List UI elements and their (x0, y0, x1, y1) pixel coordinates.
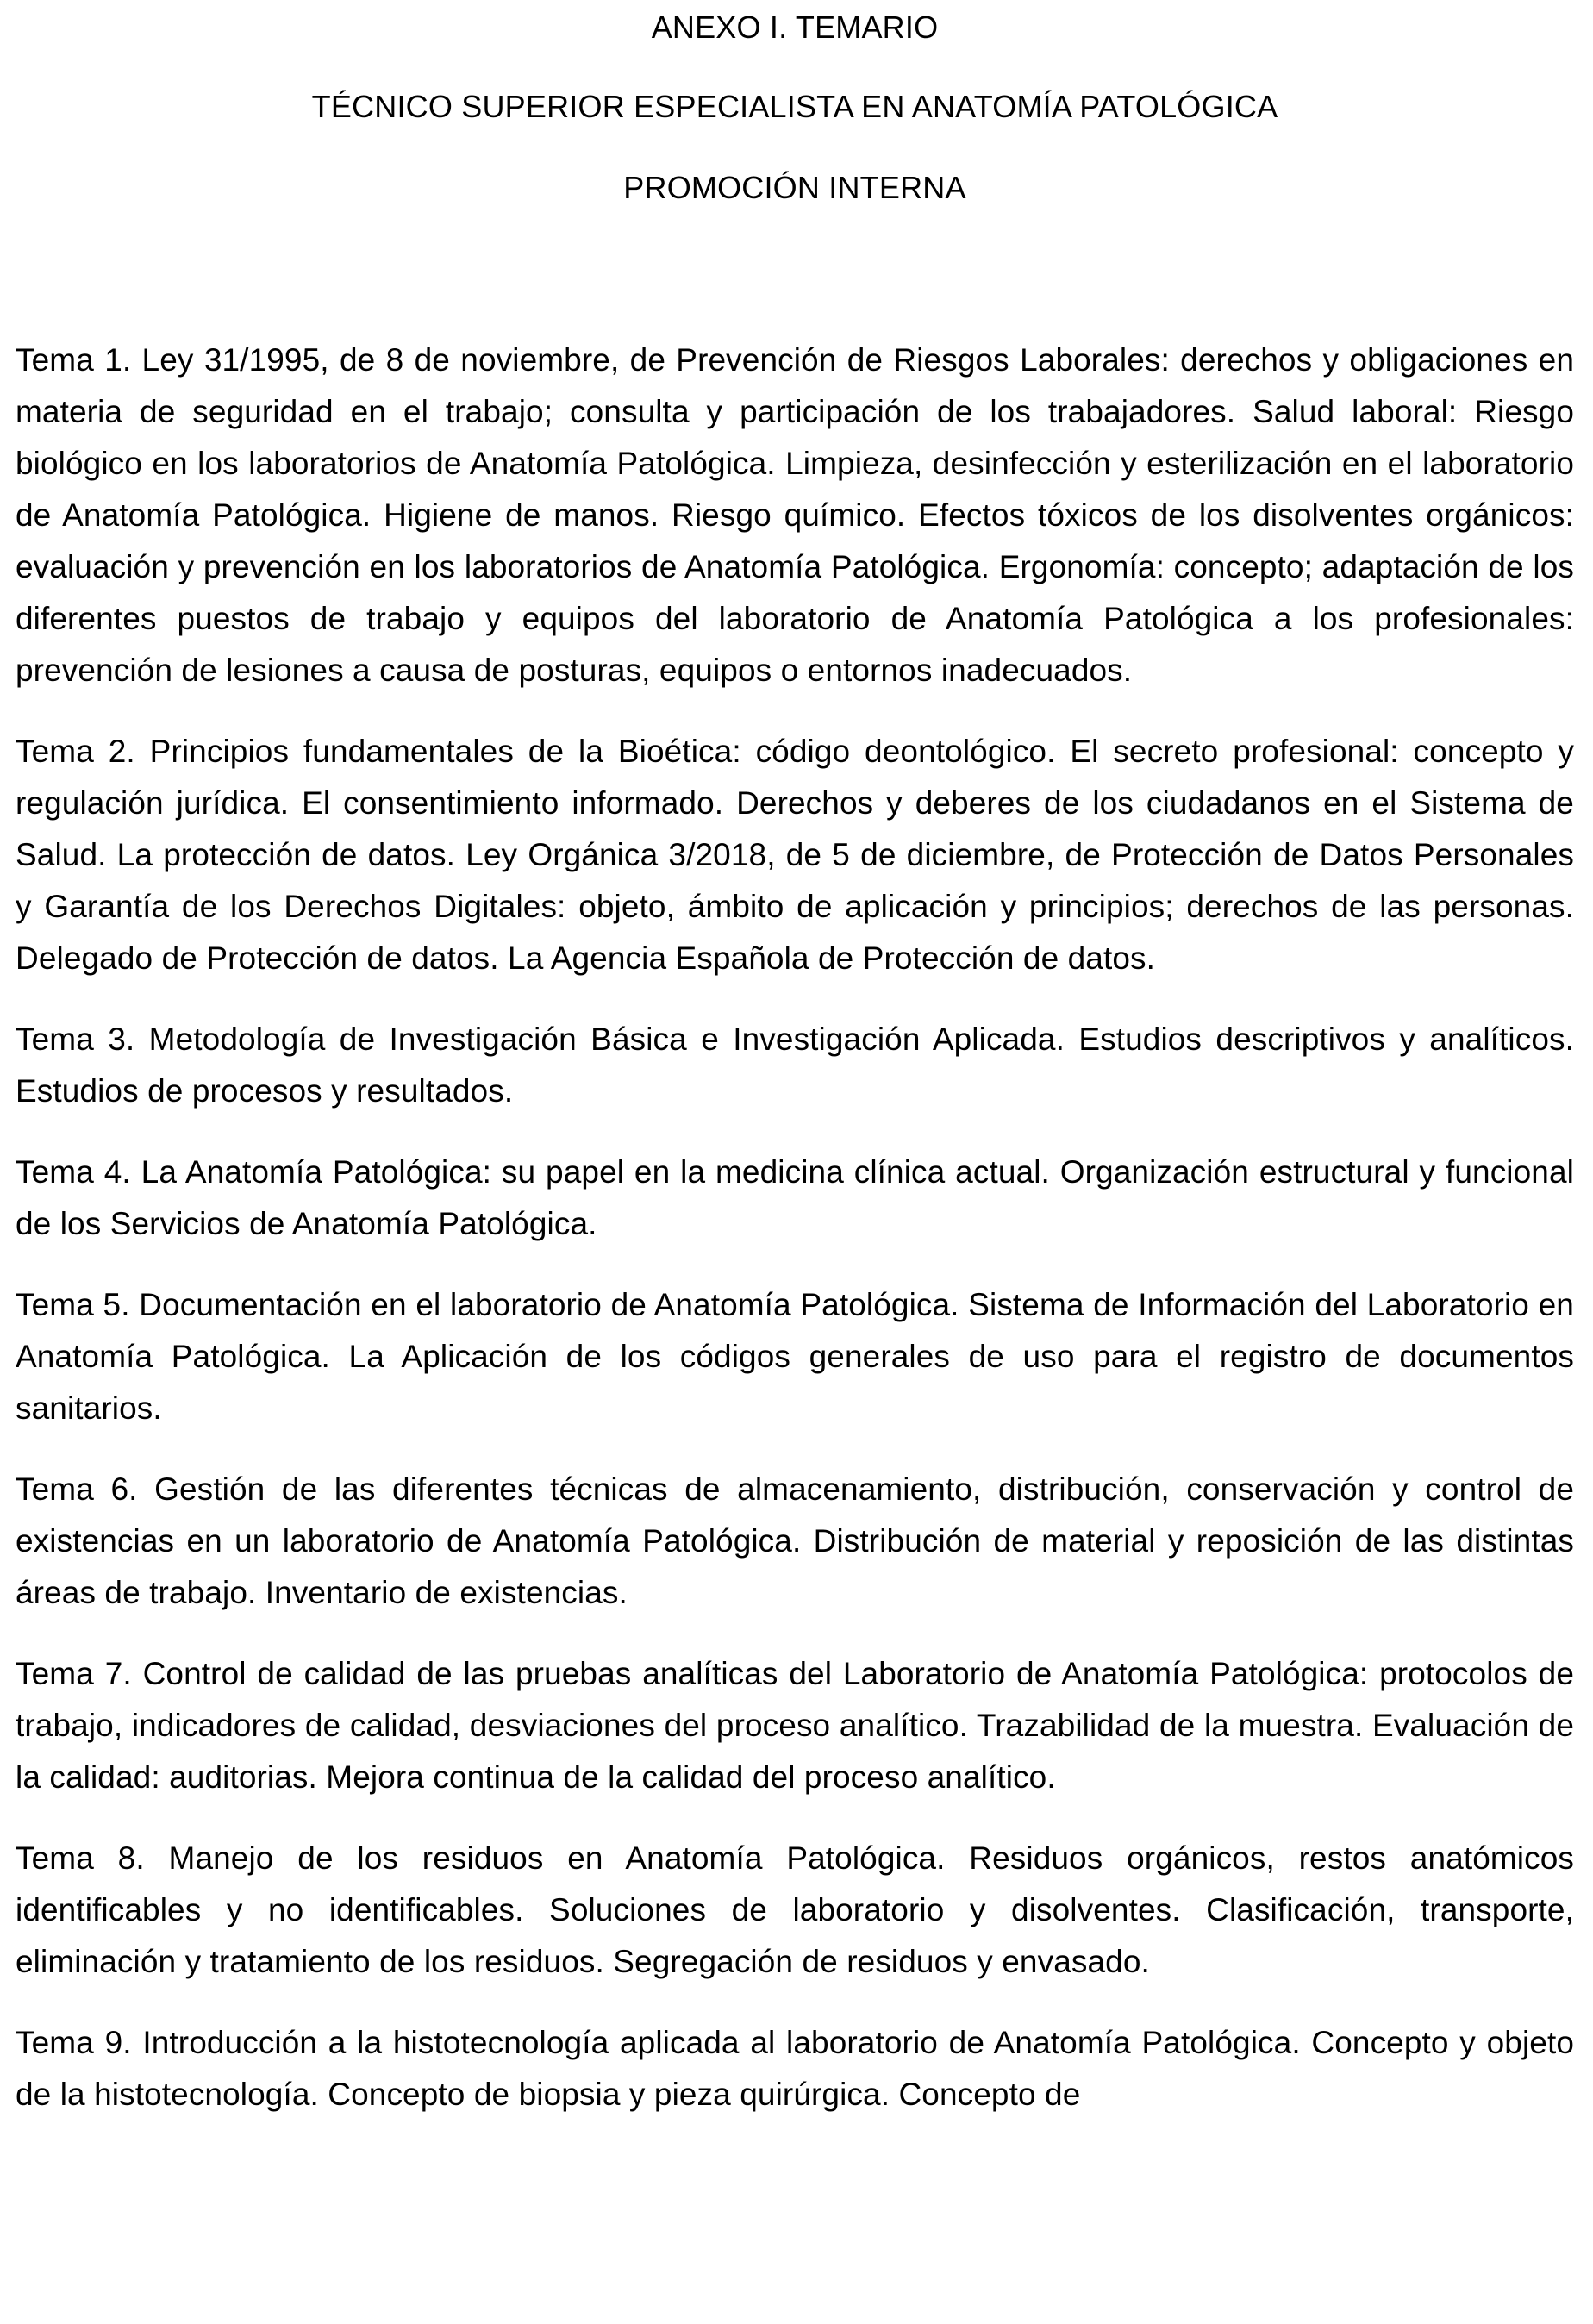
annex-title: ANEXO I. TEMARIO (651, 9, 939, 45)
topic-3: Tema 3. Metodología de Investigación Básica e Investigación Aplicada. Estudios descriptivos y analíticos. Estudios de procesos y resultados. (16, 1021, 1574, 1109)
topic-list (16, 334, 1574, 2121)
topic-9: Tema 9. Introducción a la histotecnología aplicada al laboratorio de Anatomía Patológica. Concepto y objeto de la histotecnología. Concepto de biopsia y pieza quirúrgica. Concepto de (16, 2025, 1574, 2112)
topic-2: Tema 2. Principios fundamentales de la Bioética: código deontológico. El secreto profesional: concepto y regulación jurídica. El consentimiento informado. Derechos y deberes de los ciudadanos en el Sistema de Salud. La protección de datos. Ley Orgánica 3/2018, de 5 de diciembre, de Protección de Datos Personales y Garantía de los Derechos Digitales: objeto, ámbito de aplicación y principios; derechos de las personas. Delegado de Protección de datos. La Agencia Española de Protección de datos. (16, 734, 1574, 976)
topic-7: Tema 7. Control de calidad de las pruebas analíticas del Laboratorio de Anatomía Patológica: protocolos de trabajo, indicadores de calidad, desviaciones del proceso analítico. Trazabilidad de la muestra. Evaluación de la calidad: auditorias. Mejora continua de la calidad del proceso analítico. (16, 1656, 1574, 1795)
topic-4: Tema 4. La Anatomía Patológica: su papel en la medicina clínica actual. Organización estructural y funcional de los Servicios de Anatomía Patológica. (16, 1154, 1574, 1241)
topic-1: Tema 1. Ley 31/1995, de 8 de noviembre, de Prevención de Riesgos Laborales: derechos y obligaciones en materia de seguridad en el trabajo; consulta y participación de los trabajadores. Salud laboral: Riesgo biológico en los laboratorios de Anatomía Patológica. Limpieza, desinfección y esterilización en el laboratorio de Anatomía Patológica. Higiene de manos. Riesgo químico. Efectos tóxicos de los disolventes orgánicos: evaluación y prevención en los laboratorios de Anatomía Patológica. Ergonomía: concepto; adaptación de los diferentes puestos de trabajo y equipos del laboratorio de Anatomía Patológica a los profesionales: prevención de lesiones a causa de posturas, equipos o entornos inadecuados. (16, 342, 1574, 688)
topic-8: Tema 8. Manejo de los residuos en Anatomía Patológica. Residuos orgánicos, restos anatómicos identificables y no identificables. Soluciones de laboratorio y disolventes. Clasificación, transporte, eliminación y tratamiento de los residuos. Segregación de residuos y envasado. (16, 1840, 1574, 1979)
topic-5: Tema 5. Documentación en el laboratorio de Anatomía Patológica. Sistema de Información del Laboratorio en Anatomía Patológica. La Aplicación de los códigos generales de uso para el registro de documentos sanitarios. (16, 1287, 1574, 1426)
promotion-type: PROMOCIÓN INTERNA (623, 170, 966, 205)
topic-6: Tema 6. Gestión de las diferentes técnicas de almacenamiento, distribución, conservación y control de existencias en un laboratorio de Anatomía Patológica. Distribución de material y reposición de las distintas áreas de trabajo. Inventario de existencias. (16, 1471, 1574, 1610)
position-title: TÉCNICO SUPERIOR ESPECIALISTA EN ANATOMÍA PATOLÓGICA (311, 89, 1278, 124)
document-header (16, 10, 1574, 205)
